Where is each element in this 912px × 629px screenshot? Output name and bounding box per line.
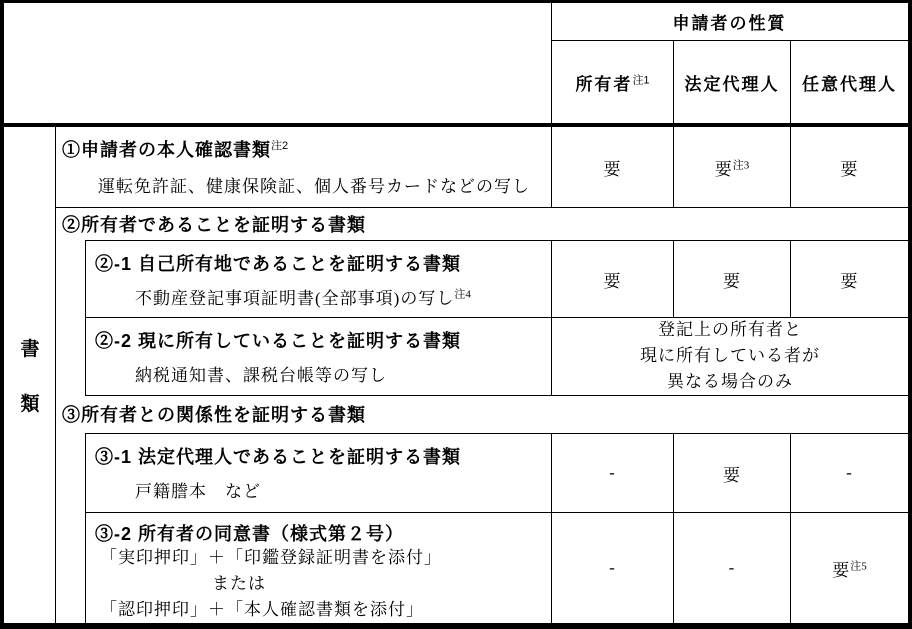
row2-group-title: ②所有者であることを証明する書類 [62, 215, 366, 235]
row2-1-cell-legal-rep: 要 [723, 271, 741, 291]
note3-ref: 注3 [732, 158, 750, 171]
row2-2-title: ②-2 現に所有していることを証明する書類 [95, 331, 462, 351]
header-group-title-text: 申請者の性質 [672, 14, 787, 33]
row3-2-cell-voluntary-rep [791, 513, 908, 623]
merged-line-2: 現に所有している者が [640, 346, 820, 365]
header-col-voluntary-rep-text: 任意代理人 [802, 74, 897, 94]
row1-cell-owner: 要 [603, 159, 622, 179]
grid-line [85, 240, 86, 395]
header-col-voluntary-rep [791, 41, 908, 123]
row3-2-subtext [100, 545, 442, 623]
row3-2-sub-line-3: 「認印押印」＋「本人確認書類を添付」 [100, 600, 424, 619]
row2-1-subtext: 不動産登記事項証明書(全部事項)の写し$^{注4}$ [135, 288, 471, 308]
row3-2-c3-text: 要$^{注5}$ [832, 559, 867, 580]
header-col-legal-rep [674, 41, 790, 123]
row3-1-title: ③-1 法定代理人であることを証明する書類 [95, 447, 462, 467]
row2-2-merged-condition-cell [552, 318, 908, 394]
merged-line-1: 登記上の所有者と [658, 320, 802, 339]
row3-2-title: ③-2 所有者の同意書（様式第２号） [95, 524, 405, 544]
row2-2-subtext: 納税通知書、課税台帳等の写し [135, 366, 387, 385]
row3-2-cell-legal-rep: - [728, 558, 736, 577]
row3-2-cell-owner: - [609, 558, 616, 577]
note4-ref: 注4 [454, 288, 471, 301]
row1-subtext: 運転免許証、健康保険証、個人番号カードなどの写し [98, 177, 530, 196]
label-char-1: 書 [20, 339, 40, 360]
header-col-legal-rep-text: 法定代理人 [684, 74, 780, 94]
row-group-label-documents [4, 127, 56, 623]
header-col-owner [552, 41, 673, 123]
label-char-2: 類 [20, 394, 40, 415]
border-right [908, 0, 912, 629]
header-group-title [551, 3, 908, 40]
note1-ref: 注1 [632, 73, 650, 86]
row3-1-cell-legal-rep: 要 [723, 465, 741, 485]
row3-1-subtext: 戸籍謄本 など [135, 482, 261, 501]
row3-1-cell-owner: - [609, 463, 616, 482]
grid-line [85, 433, 86, 623]
row3-2-sub-line-2: または [212, 574, 266, 593]
row3-1-cell-voluntary-rep: - [846, 463, 853, 482]
row1-title: ①申請者の本人確認書類$^{注2}$ [62, 140, 289, 160]
row2-1-cell-owner: 要 [603, 271, 622, 291]
note5-ref: 注5 [850, 559, 867, 572]
row2-1-title: ②-1 自己所有地であることを証明する書類 [95, 254, 462, 274]
row1-cell-legal-rep [674, 127, 790, 207]
row2-1-cell-voluntary-rep: 要 [840, 271, 859, 291]
row1-cell-voluntary-rep: 要 [840, 159, 859, 179]
border-bottom [0, 623, 912, 629]
row1-c2-text: 要$^{注3}$ [714, 158, 750, 179]
merged-line-3: 異なる場合のみ [667, 372, 793, 391]
row3-group-title: ③所有者との関係性を証明する書類 [62, 405, 366, 425]
header-col-owner-text: 所有者$^{注1}$ [575, 73, 650, 94]
row3-2-sub-line-1: 「実印押印」＋「印鑑登録証明書を添付」 [100, 548, 442, 567]
note2-ref: 注2 [271, 140, 289, 152]
